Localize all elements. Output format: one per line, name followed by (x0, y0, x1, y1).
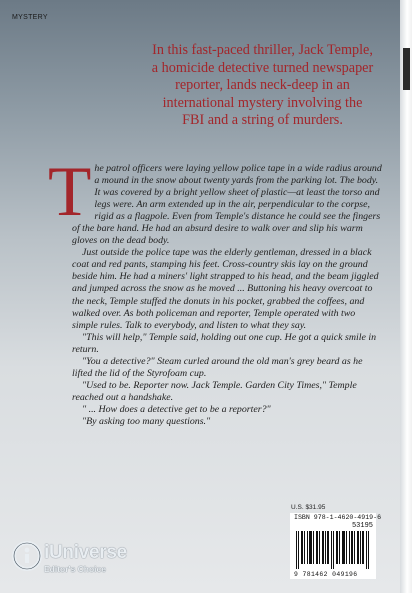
tagline: In this fast-paced thriller, Jack Temple, a homicide detective turned newspaper reporter, lands neck-deep in an international mystery involving the FBI and a string of murders. (151, 42, 374, 128)
publisher-logo (12, 540, 152, 580)
price-label: U.S. $31.95 (291, 504, 326, 511)
excerpt (48, 153, 382, 428)
excerpt-paragraph: Just outside the police tape was the elderly gentleman, dressed in a black coat and red pants, stamping his feet. Cross-country skis lay on the ground beside him. He had a miners' light strapped to his head, and the beam jiggled and jumped across the snow as he moved ... Buttoning his heavy overcoat to the neck, Temple stuffed the donuts in his pocket, grabbed the coffees, and walked over. As both policeman and reporter, Temple operated with two simple rules. Talk to everybody, and listen to what they say. (72, 247, 379, 331)
excerpt-paragraph: "You a detective?" Steam curled around the old man's grey beard as he lifted the lid of the Styrofoam cup. (72, 355, 363, 379)
barcode-bars (296, 531, 370, 569)
publisher-imprint: Editor's Choice (44, 564, 107, 574)
excerpt-paragraph: "By asking too many questions." (82, 415, 211, 427)
barcode (290, 513, 382, 579)
drop-cap: T (48, 153, 92, 231)
spine-edge (400, 0, 412, 593)
isbn-text: ISBN 978-1-4620-4919-6 (294, 514, 382, 521)
excerpt-paragraph: " ... How does a detective get to be a reporter?" (82, 403, 271, 415)
price-code: 53195 (351, 522, 373, 530)
excerpt-paragraph: "This will help," Temple said, holding out one cup. He got a quick smile in return. (72, 331, 377, 355)
iuniverse-logo-icon (12, 540, 42, 574)
ean-text: 9 781462 049196 (294, 571, 358, 578)
excerpt-paragraph: he patrol officers were laying yellow police tape in a wide radius around a mound in the snow about twenty yards from the parking lot. The body. It was covered by a bright yellow sheet of plastic—at least the torso and legs were. An arm extended up in the air, perpendicular to the corpse, rigid as a flagpole. Even from Temple's distance he could see the fingers of the bare hand. He had an absurd desire to walk over and slip his warm gloves on the dead body. (72, 163, 382, 247)
publisher-name: iUniverse (44, 542, 127, 563)
excerpt-paragraph: "Used to be. Reporter now. Jack Temple. Garden City Times," Temple reached out a handshake. (72, 379, 357, 403)
category-label: MYSTERY (12, 14, 48, 21)
